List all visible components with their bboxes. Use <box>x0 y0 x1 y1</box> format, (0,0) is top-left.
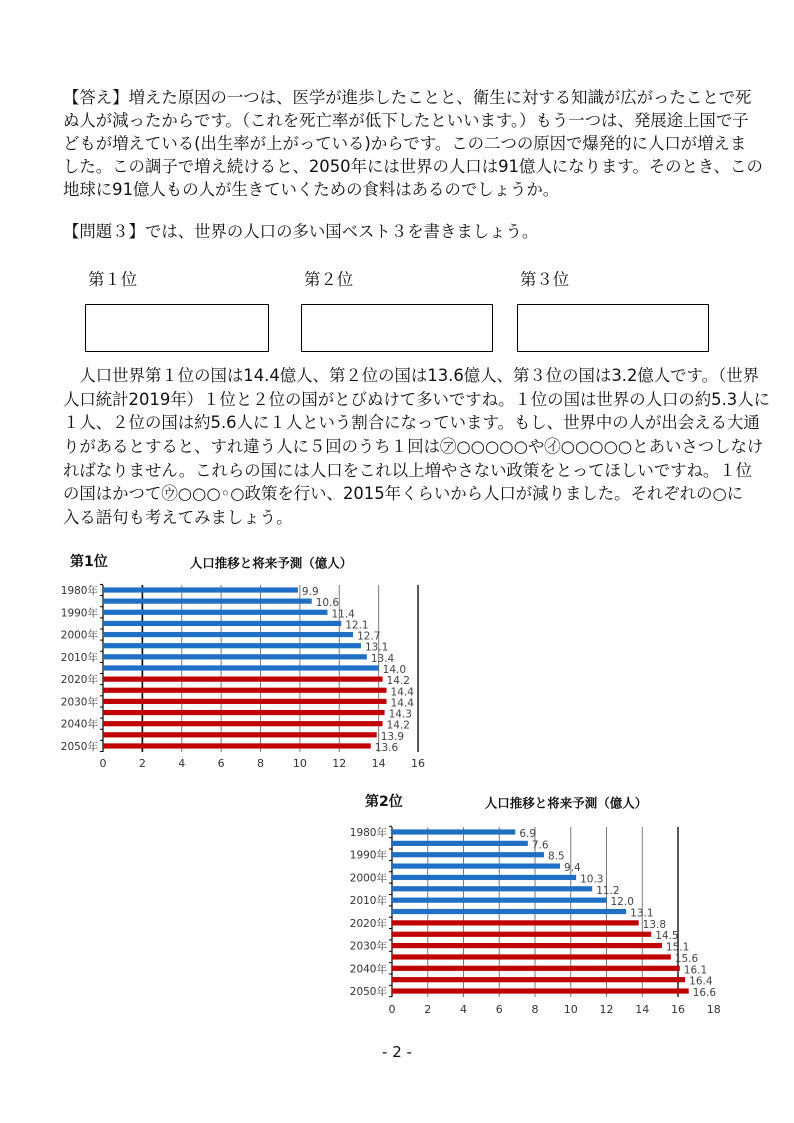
answer-line: 地球に91億人もの人が生きていくための食料はあるのでしょうか。 <box>63 180 560 199</box>
bar-value-label: 13.9 <box>380 730 405 743</box>
y-tick-label: 2030年 <box>60 696 98 709</box>
bar-value-label: 12.0 <box>610 896 634 909</box>
bar <box>392 966 680 971</box>
y-tick-label: 2020年 <box>349 917 387 930</box>
bar-value-label: 14.5 <box>655 930 679 943</box>
bar <box>103 732 377 737</box>
y-tick-label: 2050年 <box>349 986 387 999</box>
x-tick-label: 16 <box>411 757 426 770</box>
x-tick-label: 4 <box>460 1003 467 1016</box>
bar <box>103 599 312 604</box>
y-tick-label: 2040年 <box>349 963 387 976</box>
answer-box-rank-1 <box>85 304 269 352</box>
bar-value-label: 16.6 <box>692 987 717 1000</box>
y-tick-label: 2000年 <box>349 872 387 885</box>
x-tick-label: 16 <box>671 1003 685 1016</box>
explanation-line: の国はかつて㋒○○○◦○政策を行い、2015年くらいから人口が減りました。それぞれの○に <box>63 484 744 504</box>
explanation-line: ればなりません。これらの国には人口をこれ以上増やさない政策をとってほしいですね。１位 <box>63 460 753 480</box>
x-tick-label: 12 <box>599 1003 614 1016</box>
y-tick-label: 1980年 <box>349 827 387 839</box>
x-tick-label: 14 <box>635 1003 650 1016</box>
y-tick-label: 2020年 <box>60 674 98 687</box>
bar <box>103 587 298 592</box>
x-tick-label: 6 <box>217 757 225 770</box>
bar-value-label: 10.3 <box>580 873 604 886</box>
x-tick-label: 6 <box>495 1003 503 1016</box>
explanation-line: 人口世界第１位の国は14.4億人、第２位の国は13.6億人、第３位の国は3.2億人です。（世界 <box>63 366 759 385</box>
y-tick-label: 1980年 <box>60 585 98 597</box>
bar <box>103 632 353 637</box>
y-tick-label: 2050年 <box>60 740 98 753</box>
population-chart-rank-1 <box>55 545 435 775</box>
bar <box>392 920 639 925</box>
y-tick-label: 1990年 <box>349 849 387 862</box>
x-tick-label: 12 <box>332 757 347 770</box>
bar <box>103 610 327 615</box>
bar <box>392 909 626 914</box>
bar <box>392 829 515 834</box>
bar <box>103 699 387 704</box>
bar-value-label: 13.1 <box>630 907 654 920</box>
bar-value-label: 8.5 <box>547 850 565 863</box>
chart-title: 人口推移と将来予測（億人） <box>484 795 648 811</box>
rank-label-1: 第１位 <box>88 270 138 289</box>
bar-value-label: 16.4 <box>689 975 713 988</box>
population-chart-rank-2 <box>330 785 730 1020</box>
bar-value-label: 12.1 <box>345 619 369 632</box>
bar-value-label: 13.4 <box>370 652 395 665</box>
x-tick-label: 8 <box>531 1003 539 1016</box>
bar <box>392 841 528 846</box>
question-3-prompt: 【問題３】では、世界の人口の多い国ベスト３を書きましょう。 <box>63 222 539 241</box>
bar <box>103 643 361 648</box>
bar <box>103 654 367 659</box>
x-tick-label: 0 <box>388 1003 396 1016</box>
bar <box>392 852 544 857</box>
explanation-line: １人、２位の国は約5.6人に１人という割合になっています。もし、世界中の人が出会える大通 <box>63 413 760 433</box>
bar <box>103 743 371 748</box>
bar-value-label: 14.4 <box>390 697 414 710</box>
answer-line: した。この調子で増え続けると、2050年には世界の人口は91億人になります。そのとき、この <box>63 157 763 176</box>
bar-value-label: 14.4 <box>390 686 414 699</box>
answer-box-rank-3 <box>517 304 709 352</box>
bar <box>392 943 662 948</box>
x-tick-label: 2 <box>424 1003 432 1016</box>
rank-label-3: 第３位 <box>520 270 570 289</box>
bar <box>392 886 592 891</box>
rank-label-2: 第２位 <box>304 270 354 289</box>
y-tick-label: 2010年 <box>349 895 387 908</box>
bar-value-label: 16.1 <box>683 964 708 977</box>
bar <box>392 898 607 903</box>
bar-value-label: 14.3 <box>388 708 412 721</box>
bar-value-label: 11.2 <box>596 884 620 897</box>
bar-value-label: 13.8 <box>642 918 667 931</box>
x-tick-label: 18 <box>706 1003 721 1016</box>
x-tick-label: 10 <box>292 757 307 770</box>
bar-value-label: 14.2 <box>386 675 410 688</box>
page-number: - 2 - <box>382 1043 412 1061</box>
chart-title: 人口推移と将来予測（億人） <box>189 555 353 571</box>
bar-value-label: 12.7 <box>357 630 381 643</box>
bar-value-label: 11.4 <box>331 608 355 621</box>
bar-value-label: 10.6 <box>315 597 340 610</box>
bar-value-label: 9.4 <box>564 862 581 875</box>
explanation-line: 人口統計2019年）１位と２位の国がとびぬけて多いですね。１位の国は世界の人口の約5.3人に <box>63 389 771 409</box>
answer-paragraph <box>63 86 775 201</box>
y-tick-label: 1990年 <box>60 607 98 620</box>
answer-line: どもが増えている(出生率が上がっている)からです。この二つの原因で爆発的に人口が増えま <box>63 134 747 153</box>
bar-value-label: 7.6 <box>531 839 549 852</box>
y-tick-label: 2040年 <box>60 718 98 731</box>
answer-line: 【答え】増えた原因の一つは、医学が進歩したことと、衛生に対する知識が広がったことで死 <box>63 88 752 107</box>
answer-line: ぬ人が減ったからです。（これを死亡率が低下したといいます。）もう一つは、発展途上国で子 <box>63 111 749 130</box>
bar <box>103 688 387 693</box>
bar <box>392 977 685 982</box>
bar <box>103 721 383 726</box>
y-tick-label: 2030年 <box>349 940 387 953</box>
answer-box-rank-2 <box>301 304 493 352</box>
y-tick-label: 2010年 <box>60 651 98 664</box>
bar <box>392 863 560 868</box>
bar <box>103 665 379 670</box>
bar <box>392 988 689 993</box>
bar <box>392 954 671 959</box>
bar-value-label: 13.6 <box>374 741 399 754</box>
chart-rank-label: 第2位 <box>365 794 403 810</box>
x-tick-label: 14 <box>371 757 386 770</box>
bar-value-label: 6.9 <box>519 828 537 840</box>
bar-value-label: 14.2 <box>386 719 410 732</box>
bar-value-label: 13.1 <box>364 641 389 654</box>
x-tick-label: 2 <box>138 757 146 770</box>
bar <box>392 875 576 880</box>
x-tick-label: 10 <box>563 1003 578 1016</box>
explanation-paragraph <box>63 364 775 530</box>
y-tick-label: 2000年 <box>60 629 98 642</box>
bar-value-label: 15.1 <box>665 941 690 954</box>
bar <box>103 710 385 715</box>
bar-value-label: 9.9 <box>301 586 319 598</box>
bar <box>392 932 651 937</box>
explanation-line: 入る語句も考えてみましょう。 <box>63 508 293 528</box>
x-tick-label: 8 <box>257 757 265 770</box>
x-tick-label: 0 <box>99 757 107 770</box>
bar-value-label: 15.6 <box>674 952 699 965</box>
chart-rank-label: 第1位 <box>70 554 108 570</box>
x-tick-label: 4 <box>178 757 186 770</box>
bar <box>103 621 341 626</box>
bar-value-label: 14.0 <box>382 663 407 676</box>
bar <box>103 677 383 682</box>
explanation-line: りがあるとすると、すれ違う人に５回のうち１回は㋐○○○○○や㋑○○○○○とあいさつしなけ <box>63 437 764 457</box>
